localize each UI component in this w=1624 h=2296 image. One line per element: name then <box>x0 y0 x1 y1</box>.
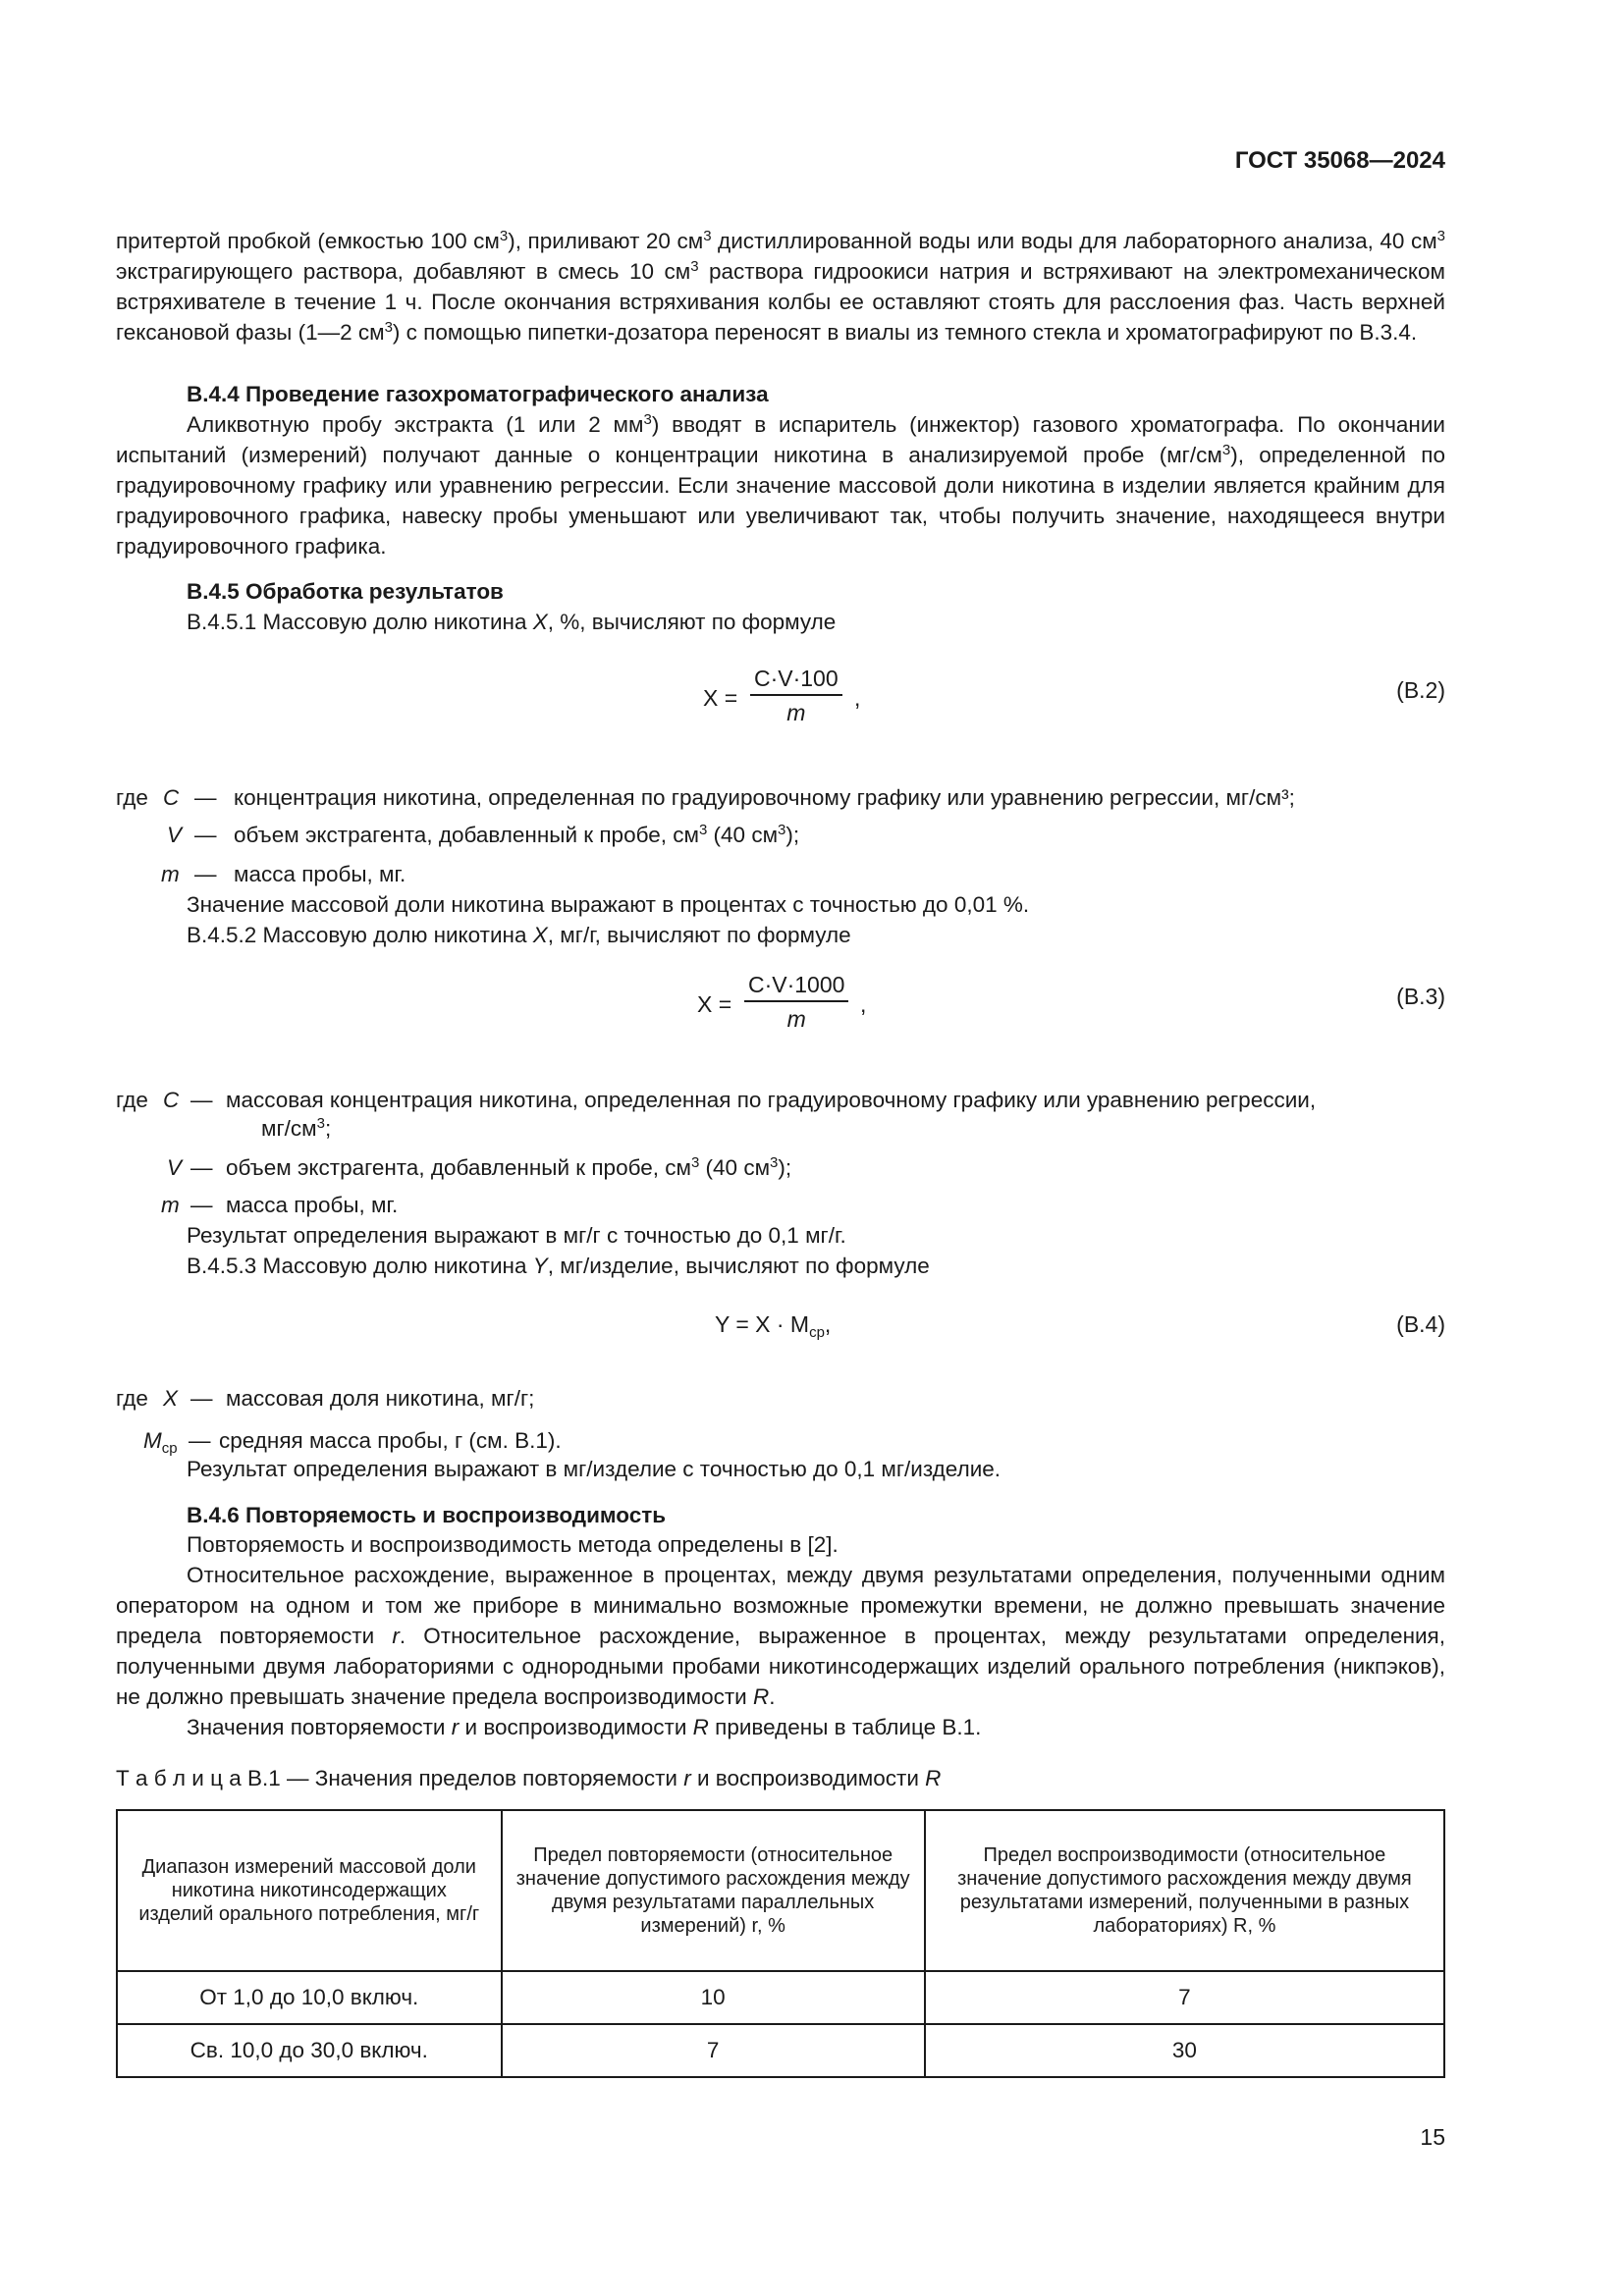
formula-b4-number: (В.4) <box>1396 1311 1445 1337</box>
section-b451-text: В.4.5.1 Массовую долю никотина X, %, вычисляют по формуле <box>187 610 837 634</box>
formula-b3-numerator: C·V·1000 <box>744 972 848 1002</box>
formula-b3-denominator: m <box>786 1006 806 1032</box>
formula-b2 <box>116 666 1445 744</box>
table-cell: 10 <box>502 1971 925 2024</box>
table-cell: 7 <box>925 1971 1444 2024</box>
intro-paragraph: притертой пробкой (емкостью 100 $см^3$), приливают 20 $см^3$ дистиллированной воды или воды для лабораторного анализа, 40 $см^3$ экстрагирующего раствора, добавляют в смесь 10 $см^3$ раствора гидроокиси натрия и встряхивают на электромеханическом встряхивателе в течение 1 ч. После окончания встряхивания колбы ее оставляют стоять для расслоения фаз. Часть верхней гексановой фазы (1—2 $см^3$) с помощью пипетки-дозатора переносят в виалы из темного стекла и хроматографируют по В.3.4. <box>116 228 1446 345</box>
section-b44-heading: В.4.4 Проведение газохроматографического анализа <box>187 382 769 406</box>
section-b45-heading: В.4.5 Обработка результатов <box>187 579 504 604</box>
table-cell: Св. 10,0 до 30,0 включ. <box>117 2024 502 2077</box>
section-b46-p1: Повторяемость и воспроизводимость метода определены в [2]. <box>187 1532 839 1557</box>
table-cell: От 1,0 до 10,0 включ. <box>117 1971 502 2024</box>
formula-b2-number: (В.2) <box>1396 677 1445 703</box>
formula-b2-lhs: X = <box>703 685 738 711</box>
table-b1 <box>116 1809 1445 2078</box>
table-header-reproducibility: Предел воспроизводимости (относительное значение допустимого расхождения между двумя результатами измерений, полученными в разных лабораториях) R, % <box>925 1810 1444 1971</box>
formula-b3-tail: , <box>860 991 867 1017</box>
formula-b3 <box>116 972 1445 1050</box>
table-row <box>117 1971 1444 2024</box>
document-id: ГОСТ 35068—2024 <box>1234 147 1445 174</box>
table-row <box>117 2024 1444 2077</box>
formula-b2-denominator: m <box>786 700 806 725</box>
section-b46-p2: Относительное расхождение, выраженное в процентах, между двумя результатами определения, полученными одним оператором на одном и том же приборе в минимально возможные промежутки времени, не должно превышать значение предела повторяемости r. Относительное расхождение, выраженное в процентах, между результатами определения, полученными двумя лабораториями с однородными пробами никотинсодержащих изделий орального потребления (никпэков), не должно превышать значение предела воспроизводимости R. <box>116 1563 1445 1709</box>
table-cell: 7 <box>502 2024 925 2077</box>
formula-b3-lhs: X = <box>697 991 732 1017</box>
table-header-row <box>117 1810 1444 1971</box>
formula-b3-number: (В.3) <box>1396 984 1445 1009</box>
formula-b3-fraction <box>744 972 848 1033</box>
table-header-range: Диапазон измерений массовой доли никотина никотинсодержащих изделий орального потребления, мг/г <box>117 1810 502 1971</box>
page-number: 15 <box>1420 2124 1445 2150</box>
table-header-repeatability: Предел повторяемости (относительное значение допустимого расхождения между двумя результатами параллельных измерений) r, % <box>502 1810 925 1971</box>
table-caption: Т а б л и ц а В.1 — Значения пределов повторяемости r и воспроизводимости R <box>116 1766 942 1790</box>
formula-b4-expression: $Y = X \cdot M_{ср}$, <box>715 1311 832 1341</box>
formula-b2-numerator: C·V·100 <box>750 666 842 696</box>
section-b453-text: В.4.5.3 Массовую долю никотина Y, мг/изделие, вычисляют по формуле <box>187 1254 930 1278</box>
formula-b4 <box>116 1311 1445 1390</box>
note-percent-precision: Значение массовой доли никотина выражают в процентах с точностью до 0,01 %. <box>187 892 1030 917</box>
section-b44-paragraph: Аликвотную пробу экстракта (1 или 2 $мм^3$) вводят в испаритель (инжектор) газового хроматографа. По окончании испытаний (измерений) получают данные о концентрации никотина в анализируемой пробе $(мг/см^3)$, определенной по градуировочному графику или уравнению регрессии. Если значение массовой доли никотина в изделии является крайним для градуировочного графика, навеску пробы уменьшают или увеличивают так, чтобы получить значение, находящееся внутри градуировочного графика. <box>116 411 1445 559</box>
formula-b2-fraction <box>750 666 842 726</box>
section-b46-p3: Значения повторяемости r и воспроизводимости R приведены в таблице В.1. <box>187 1715 982 1739</box>
section-b452-text: В.4.5.2 Массовую долю никотина X, мг/г, вычисляют по формуле <box>187 923 851 947</box>
formula-b2-tail: , <box>854 685 861 711</box>
note-mg-precision: Результат определения выражают в мг/г с точностью до 0,1 мг/г. <box>187 1223 846 1248</box>
table-cell: 30 <box>925 2024 1444 2077</box>
section-b46-heading: В.4.6 Повторяемость и воспроизводимость <box>187 1503 667 1527</box>
note-item-precision: Результат определения выражают в мг/изделие с точностью до 0,1 мг/изделие. <box>187 1457 1001 1481</box>
